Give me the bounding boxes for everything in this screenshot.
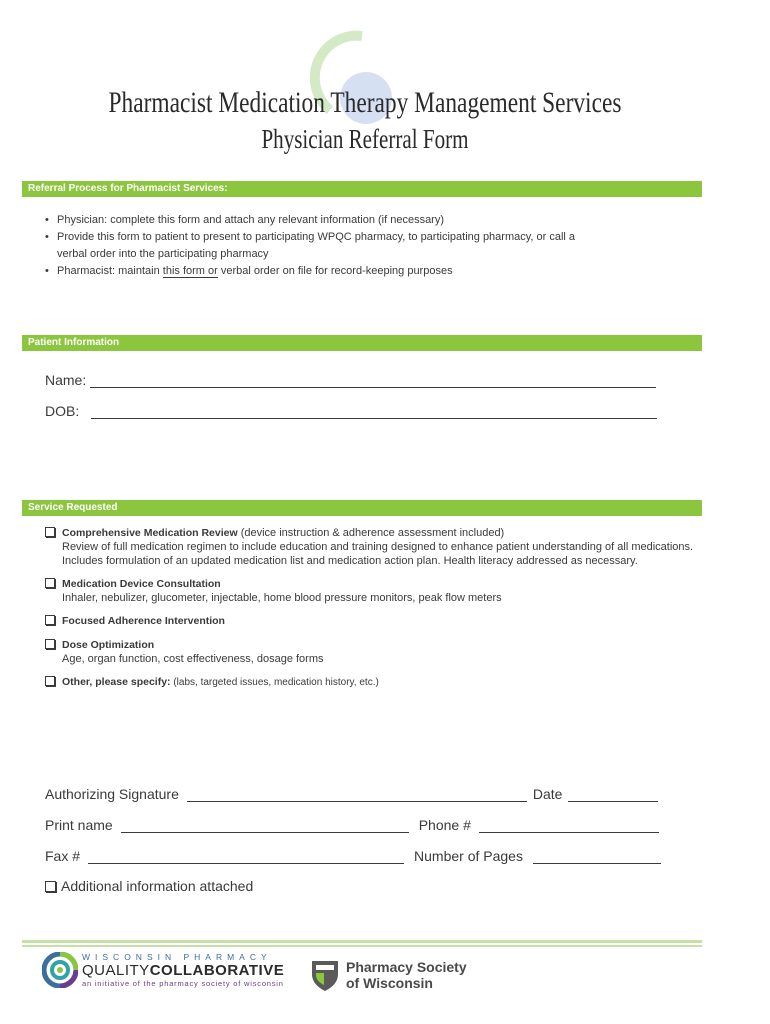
print-name-row <box>45 817 659 833</box>
service-description: Age, organ function, cost effectiveness, dosage forms <box>62 653 324 665</box>
fax-row <box>45 848 661 864</box>
service-name: Comprehensive Medication Review <box>62 527 238 539</box>
signature-label: Authorizing Signature <box>45 786 179 802</box>
fax-input-line[interactable] <box>88 850 404 864</box>
wpqc-swirl-icon <box>42 952 78 988</box>
device-checkbox[interactable] <box>45 578 55 588</box>
phone-input-line[interactable] <box>479 819 659 833</box>
date-input-line[interactable] <box>568 788 658 802</box>
other-checkbox[interactable] <box>45 676 55 686</box>
service-note: (labs, targeted issues, medication history, etc.) <box>170 677 379 688</box>
list-item <box>45 212 695 229</box>
wpqc-quality-text: QUALITY <box>82 962 150 979</box>
service-name: Medication Device Consultation <box>62 578 221 590</box>
dob-input-line[interactable] <box>91 405 657 419</box>
print-name-input-line[interactable] <box>121 819 409 833</box>
section-header-referral: Referral Process for Pharmacist Services: <box>22 181 702 197</box>
section-header-service: Service Requested <box>22 500 702 516</box>
adherence-checkbox[interactable] <box>45 615 55 625</box>
psw-line1: Pharmacy Society <box>346 959 467 975</box>
wpqc-name <box>82 962 284 979</box>
dose-checkbox[interactable] <box>45 639 55 649</box>
name-field-row <box>45 372 656 388</box>
name-label: Name: <box>45 372 87 388</box>
wpqc-logo <box>42 952 284 988</box>
bullet-text: verbal order into the participating pharmacy <box>57 248 269 260</box>
signature-input-line[interactable] <box>187 788 527 802</box>
section-header-patient: Patient Information <box>22 335 702 351</box>
bullet-underlined-text: this form or <box>162 265 218 277</box>
psw-shield-icon <box>310 958 340 992</box>
signature-row <box>45 786 658 802</box>
bullet-text: Physician: complete this form and attach any relevant information (if necessary) <box>57 214 445 226</box>
additional-info-row <box>45 878 253 894</box>
service-item-device <box>45 577 695 605</box>
service-note: (device instruction & adherence assessment included) <box>237 527 505 539</box>
bullet-text: Pharmacist: maintain <box>57 265 163 277</box>
bullet-text: verbal order on file for record-keeping purposes <box>217 265 453 277</box>
additional-info-checkbox[interactable] <box>45 881 56 892</box>
psw-line2: of Wisconsin <box>346 975 433 991</box>
service-name: Focused Adherence Intervention <box>62 615 225 627</box>
list-item <box>45 229 695 263</box>
service-item-other <box>45 675 695 690</box>
pages-input-line[interactable] <box>533 850 661 864</box>
psw-text <box>346 959 467 991</box>
print-name-label: Print name <box>45 817 113 833</box>
bullet-text: Provide this form to patient to present to participating WPQC pharmacy, to participating pharmacy, or call a <box>57 231 576 243</box>
fax-label: Fax # <box>45 848 81 864</box>
list-item <box>45 263 695 280</box>
service-description: Inhaler, nebulizer, glucometer, injectable, home blood pressure monitors, peak flow meters <box>62 592 502 604</box>
footer-divider <box>22 940 702 943</box>
referral-bullet-list <box>45 212 695 280</box>
wpqc-collab-text: COLLABORATIVE <box>149 962 285 979</box>
psw-logo <box>310 958 467 992</box>
service-item-cmr <box>45 526 695 568</box>
additional-info-label: Additional information attached <box>61 878 254 894</box>
name-input-line[interactable] <box>90 374 656 388</box>
dob-label: DOB: <box>45 403 80 419</box>
wpqc-text <box>82 952 284 988</box>
service-name: Dose Optimization <box>62 639 155 651</box>
footer-divider <box>22 945 702 947</box>
cmr-checkbox[interactable] <box>45 527 55 537</box>
phone-label: Phone # <box>418 817 471 833</box>
service-item-dose <box>45 638 695 666</box>
dob-field-row <box>45 403 657 419</box>
service-item-adherence <box>45 614 695 628</box>
service-list <box>45 526 695 690</box>
wpqc-tagline: an initiative of the pharmacy society of wisconsin <box>82 979 284 988</box>
page-title: Pharmacist Medication Therapy Management Services <box>108 86 622 119</box>
pages-label: Number of Pages <box>414 848 523 864</box>
wpqc-top-text: WISCONSIN PHARMACY <box>82 952 272 962</box>
page-subtitle: Physician Referral Form <box>261 124 469 154</box>
service-description: Review of full medication regimen to include education and training designed to enhance patient understanding of all medications. Includes formulation of an updated medication list and medication action plan. Health literacy addressed as necessary. <box>62 541 694 567</box>
date-label: Date <box>532 786 563 802</box>
service-name: Other, please specify: <box>62 676 171 688</box>
